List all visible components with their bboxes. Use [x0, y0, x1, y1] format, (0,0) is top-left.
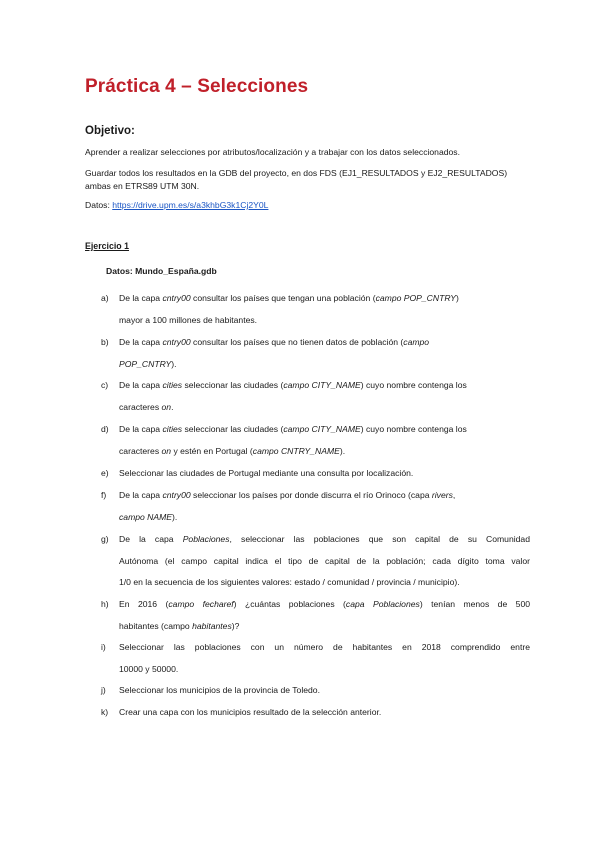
exercise-item-line: [119, 288, 530, 310]
exercise-item-label: a): [101, 293, 109, 303]
text-run: ) cuyo nombre contenga los: [360, 380, 467, 390]
exercise-item-label: g): [101, 534, 109, 544]
text-run: y estén en Portugal (: [171, 445, 253, 456]
page-title: Práctica 4 – Selecciones: [85, 76, 309, 97]
italic-term: cntry00: [162, 293, 191, 303]
exercise-item-label: f): [101, 490, 107, 500]
exercise-item-text: [119, 529, 530, 594]
text-run: seleccionar las ciudades (: [182, 424, 284, 434]
exercise-item-line: [119, 375, 530, 397]
exercise-item-line: [119, 572, 530, 594]
text-run: ) ¿cuántas poblaciones (: [233, 599, 346, 609]
exercise-item-text: [119, 594, 530, 637]
exercise-item-text: [119, 637, 530, 680]
exercise-item-text: [119, 419, 530, 462]
italic-term: cntry00: [162, 490, 191, 500]
objective-heading: Objetivo:: [85, 125, 135, 137]
text-run: consultar los países que no tienen datos de población (: [190, 337, 404, 347]
data-link-paragraph: [85, 199, 530, 212]
text-run: De la capa: [119, 293, 163, 303]
text-run: ): [455, 293, 459, 303]
text-run: Autónoma (el campo capital indica el tipo de capital de la población; cada dígito toma valor: [119, 555, 530, 566]
exercise-item-label: b): [101, 337, 109, 347]
text-run: caracteres: [119, 401, 162, 412]
exercise-item-label: d): [101, 424, 109, 434]
text-run: De la capa: [119, 424, 163, 434]
exercise-item-line: [119, 616, 530, 638]
exercise-item-label: j): [101, 685, 106, 695]
exercise-item-label: k): [101, 707, 109, 717]
text-run: Seleccionar los municipios de la provincia de Toledo.: [119, 685, 320, 695]
italic-term: on: [161, 401, 172, 412]
text-run: De la capa: [119, 380, 163, 390]
italic-term: campo CITY_NAME: [283, 424, 361, 434]
exercise-item-line: [119, 441, 530, 463]
italic-term: cntry00: [162, 337, 191, 347]
text-run: De la capa: [119, 337, 163, 347]
text-run: ).: [339, 445, 346, 456]
italic-term: campo CNTRY_NAME: [252, 445, 340, 456]
objective-paragraph-2: Guardar todos los resultados en la GDB del proyecto, en dos FDS (EJ1_RESULTADOS y EJ2_RESULTADOS) ambas en ETRS89 UTM 30N.: [85, 168, 508, 191]
italic-term: campo POP_CNTRY: [375, 293, 456, 303]
exercise-item-text: [119, 463, 530, 485]
text-run: De la capa: [119, 490, 163, 500]
text-run: En 2016 (: [119, 599, 169, 609]
text-run: consultar los países que tengan una población (: [190, 293, 376, 303]
text-run: 10000 y 50000.: [119, 663, 179, 674]
italic-term: campo NAME: [119, 511, 173, 522]
text-run: Seleccionar las poblaciones con un número de habitantes en 2018 comprendido entre: [119, 642, 530, 652]
exercise-item-line: [119, 594, 530, 616]
text-run: seleccionar los países por donde discurra el río Orinoco (capa: [190, 490, 432, 500]
exercise-item-line: [119, 702, 530, 724]
exercise-item-line: [119, 637, 530, 659]
text-run: .: [171, 401, 174, 412]
exercise-item-line: [119, 529, 530, 551]
italic-term: rivers: [431, 490, 453, 500]
italic-term: campo CITY_NAME: [283, 380, 361, 390]
text-run: ) tenían menos de 500: [419, 599, 531, 609]
data-link-label: Datos:: [85, 200, 113, 210]
exercise-item-label: i): [101, 642, 106, 652]
exercise-item-label: e): [101, 468, 109, 478]
exercise-item-line: [119, 659, 530, 681]
exercise-item-line: [119, 419, 530, 441]
italic-term: on: [161, 445, 172, 456]
text-run: seleccionar las ciudades (: [182, 380, 284, 390]
data-download-link[interactable]: https://drive.upm.es/s/a3khbG3k1Cj2Y0L: [112, 200, 269, 210]
text-run: ).: [171, 358, 177, 369]
exercise-item-line: [119, 397, 530, 419]
exercise-item-line: [119, 680, 530, 702]
exercise-item-text: [119, 702, 530, 724]
italic-term: Poblaciones: [182, 534, 230, 544]
exercise-item-label: h): [101, 599, 109, 609]
exercise-item-line: [119, 354, 530, 376]
italic-term: cities: [162, 380, 183, 390]
text-run: mayor a 100 millones de habitantes.: [119, 314, 258, 325]
exercise-item-line: [119, 507, 530, 529]
text-run: Crear una capa con los municipios resultado de la selección anterior.: [119, 707, 382, 717]
text-run: )?: [231, 620, 240, 631]
text-run: ).: [172, 511, 178, 522]
objective-paragraph-1: Aprender a realizar selecciones por atributos/localización y a trabajar con los datos seleccionados.: [85, 147, 460, 157]
text-run: ) cuyo nombre contenga los: [360, 424, 467, 434]
exercise-item-line: [119, 463, 530, 485]
italic-term: habitantes: [192, 620, 232, 631]
exercise-item-text: [119, 288, 530, 331]
italic-term: cities: [162, 424, 183, 434]
italic-term: capa Poblaciones: [345, 599, 420, 609]
text-run: Seleccionar las ciudades de Portugal mediante una consulta por localización.: [119, 468, 414, 478]
exercise-item-text: [119, 680, 530, 702]
exercise-item-line: [119, 310, 530, 332]
exercise-item-line: [119, 485, 530, 507]
italic-term: POP_CNTRY: [119, 358, 172, 369]
exercise-item-text: [119, 375, 530, 418]
text-run: , seleccionar las poblaciones que son capital de su Comunidad: [229, 534, 530, 544]
exercise-item-label: c): [101, 380, 109, 390]
text-run: De la capa: [119, 534, 183, 544]
exercise-data-source: Datos: Mundo_España.gdb: [106, 266, 217, 276]
italic-term: campo fecharef: [168, 599, 234, 609]
text-run: ,: [452, 490, 456, 500]
exercise-item-text: [119, 332, 530, 375]
text-run: 1/0 en la secuencia de los siguientes valores: estado / comunidad / provincia / municipio).: [119, 577, 460, 587]
exercise-heading: Ejercicio 1: [85, 241, 130, 251]
text-run: caracteres: [119, 445, 162, 456]
exercise-item-line: [119, 551, 530, 573]
exercise-item-line: [119, 332, 530, 354]
text-run: habitantes (campo: [119, 620, 193, 631]
italic-term: campo: [403, 337, 430, 347]
exercise-item-text: [119, 485, 530, 528]
